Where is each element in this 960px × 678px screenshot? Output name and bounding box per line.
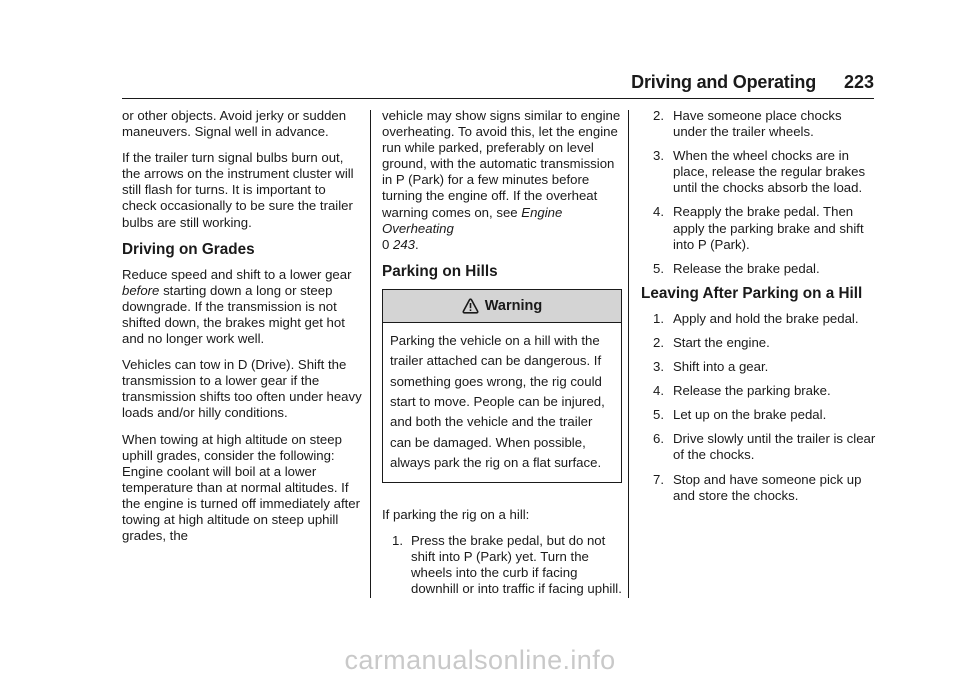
heading-parking-on-hills: Parking on Hills: [382, 262, 498, 280]
cross-reference-link[interactable]: Engine Overheating: [382, 204, 563, 236]
header-rule: [122, 98, 874, 99]
warning-text: Parking the vehicle on a hill with the trailer attached can be dangerous. If something goes wrong, the rig could start to move. People can be injured, and both the vehicle and the trailer can be damaged. When possible, always park the rig on a flat surface.: [390, 332, 605, 471]
column-1: [122, 108, 362, 554]
list-number: 6.: [653, 431, 664, 447]
paragraph: [122, 267, 362, 347]
list-text: Start the engine.: [673, 334, 770, 350]
list-item: [641, 261, 877, 277]
page-ref-number[interactable]: 243: [393, 236, 416, 252]
list-item: [641, 359, 877, 375]
list-text: Stop and have someone pick up and store the chocks.: [673, 471, 862, 503]
list-number: 3.: [653, 148, 664, 164]
heading-leaving-after-parking: Leaving After Parking on a Hill: [641, 284, 863, 302]
list-text: Reapply the brake pedal. Then apply the parking brake and shift into P (Park).: [673, 204, 864, 252]
list-item: [641, 335, 877, 351]
list-item: [641, 148, 877, 196]
text-run: starting down a long or steep downgrade. If the transmission is not shifted down, the brakes might get hot and no longer work well.: [122, 282, 345, 347]
list-number: 4.: [653, 383, 664, 399]
list-item: [641, 407, 877, 423]
paragraph: If the trailer turn signal bulbs burn out, the arrows on the instrument cluster will still flash for turns. It is important to check occasionally to be sure the trailer bulbs are still working.: [122, 150, 354, 230]
warning-header: [383, 290, 621, 323]
warning-icon: [462, 298, 479, 314]
list-number: 2.: [653, 108, 664, 123]
page-number: 223: [843, 72, 874, 92]
list-text: Release the parking brake.: [673, 383, 831, 399]
list-text: Release the brake pedal.: [673, 260, 820, 276]
list-number: 2.: [653, 334, 664, 350]
paragraph: Vehicles can tow in D (Drive). Shift the transmission to a lower gear if the transmission shifts too often under heavy loads and/or hilly conditions.: [122, 357, 362, 421]
list-number: 5.: [653, 260, 664, 276]
column-divider-2: [628, 110, 629, 598]
text-run: Reduce speed and shift to a lower gear: [122, 266, 352, 282]
column-divider-1: [370, 110, 371, 598]
list-number: 7.: [653, 471, 664, 487]
parking-steps-continued: [641, 108, 877, 277]
page-header: [122, 72, 874, 94]
list-text: Have someone place chocks under the trailer wheels.: [673, 108, 842, 140]
warning-box: [382, 289, 622, 483]
list-item: [382, 533, 622, 597]
column-2: [382, 108, 622, 605]
paragraph: or other objects. Avoid jerky or sudden maneuvers. Signal well in advance.: [122, 108, 347, 140]
list-text: Let up on the brake pedal.: [673, 407, 827, 423]
text-run: .: [415, 236, 419, 252]
list-text: Apply and hold the brake pedal.: [673, 310, 859, 326]
list-number: 1.: [653, 310, 664, 326]
list-text: When the wheel chocks are in place, release the regular brakes until the chocks absorb the load.: [673, 148, 866, 196]
heading-driving-on-grades: Driving on Grades: [122, 240, 255, 258]
warning-title: Warning: [484, 297, 543, 314]
list-text: Drive slowly until the trailer is clear of the chocks.: [673, 431, 876, 463]
text-run: vehicle may show signs similar to engine overheating. To avoid this, let the engine run while parked, preferably on level ground, with the automatic transmission in P (Park) for a few minutes before turning the engine off. If the overheat warning comes on, see: [382, 108, 621, 220]
emphasis-before: before: [122, 282, 160, 298]
list-item: [641, 472, 877, 504]
page-ref-arrow: 0: [382, 236, 390, 252]
parking-steps-list: [382, 533, 622, 597]
leaving-steps-list: [641, 311, 877, 504]
list-item: [641, 431, 877, 463]
list-number: 4.: [653, 204, 664, 220]
list-number: 5.: [653, 407, 664, 423]
paragraph: If parking the rig on a hill:: [382, 506, 530, 522]
column-3: [641, 108, 877, 512]
list-number: 1.: [392, 532, 403, 548]
paragraph: When towing at high altitude on steep uphill grades, consider the following: Engine coolant will boil at a lower temperature than at normal altitudes. If the engine is turned off immediately after towing at high altitude on steep uphill grades, the: [122, 431, 360, 544]
watermark: carmanualsonline.info: [344, 645, 616, 675]
list-text: Press the brake pedal, but do not shift into P (Park) yet. Turn the wheels into the curb if facing downhill or into traffic if facing uphill.: [411, 532, 622, 597]
section-title: Driving and Operating: [631, 72, 816, 92]
list-item: [641, 204, 877, 252]
list-item: [641, 383, 877, 399]
list-item: [641, 311, 877, 327]
list-item: [641, 108, 877, 140]
list-number: 3.: [653, 359, 664, 375]
paragraph: [382, 108, 622, 253]
list-text: Shift into a gear.: [673, 359, 769, 375]
